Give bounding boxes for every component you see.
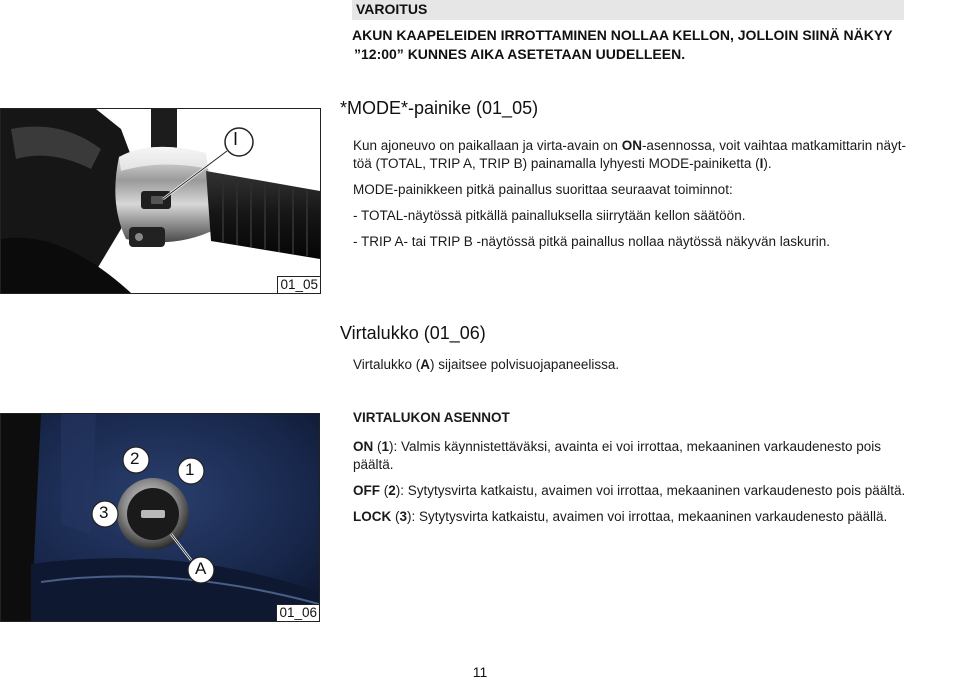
text-run: ) sijaitsee polvisuojapaneelissa. bbox=[430, 357, 620, 372]
lock-label: LOCK bbox=[353, 509, 392, 524]
a-bold: A bbox=[420, 357, 431, 372]
lock-photo-label-a: A bbox=[195, 559, 207, 578]
lock-positions-subtitle: VIRTALUKON ASENNOT bbox=[353, 410, 510, 425]
mode-item-2: - TRIP A- tai TRIP B -näytössä pitkä painallus nollaa näytössä näkyvän laskurin. bbox=[353, 234, 830, 249]
warning-header-bar bbox=[352, 0, 904, 20]
text-run: ): Sytytysvirta katkaistu, avaimen voi irrottaa, mekaaninen varkaudenesto päällä. bbox=[407, 509, 888, 524]
text-run: ). bbox=[763, 156, 772, 171]
text-run: -asennossa, voit vaihtaa matkamittarin näyt- bbox=[641, 138, 907, 153]
mode-section-title: *MODE*-painike (01_05) bbox=[340, 98, 539, 118]
warning-line-1: AKUN KAAPELEIDEN IRROTTAMINEN NOLLAA KELLON, JOLLOIN SIINÄ NÄKYY bbox=[352, 27, 893, 43]
ignition-lock-illustration bbox=[1, 414, 319, 621]
page-number: 11 bbox=[472, 664, 488, 680]
lock-photo-label-3: 3 bbox=[99, 503, 109, 522]
on-number: 1 bbox=[381, 439, 390, 454]
photo-caption-01-05: 01_05 bbox=[277, 276, 320, 293]
text-run: ( bbox=[380, 483, 389, 498]
lock-intro bbox=[353, 356, 619, 374]
mode-paragraph-1 bbox=[353, 137, 953, 173]
on-bold: ON bbox=[621, 138, 642, 153]
on-label: ON bbox=[353, 439, 374, 454]
mode-item-1: - TOTAL-näytössä pitkällä painalluksella siirrytään kellon säätöön. bbox=[353, 208, 746, 223]
ignition-lock-photo bbox=[0, 413, 320, 622]
handlebar-photo bbox=[0, 108, 321, 294]
lock-photo-label-1: 1 bbox=[185, 460, 195, 479]
handlebar-illustration bbox=[1, 109, 320, 293]
lock-lock-description bbox=[353, 508, 887, 526]
mode-paragraph-1-line-1 bbox=[353, 137, 953, 155]
lock-photo-label-2: 2 bbox=[130, 449, 140, 468]
off-number: 2 bbox=[388, 483, 396, 498]
lock-number: 3 bbox=[399, 509, 408, 524]
photo-label-i: I bbox=[233, 129, 239, 149]
mode-paragraph-1-line-2 bbox=[353, 155, 953, 173]
i-bold: I bbox=[759, 156, 764, 171]
lock-off-description bbox=[353, 482, 905, 500]
warning-title: VAROITUS bbox=[356, 1, 428, 17]
lock-on-line-2: päältä. bbox=[353, 457, 394, 472]
lock-on-description bbox=[353, 438, 953, 474]
off-label: OFF bbox=[353, 483, 380, 498]
warning-text bbox=[352, 26, 942, 64]
lock-on-line-1 bbox=[353, 438, 953, 456]
text-run: ( bbox=[373, 439, 382, 454]
warning-line-2: ”12:00” KUNNES AIKA ASETETAAN UUDELLEEN. bbox=[354, 46, 686, 62]
photo-caption-01-06: 01_06 bbox=[276, 604, 319, 621]
text-run: Kun ajoneuvo on paikallaan ja virta-avain on bbox=[353, 138, 622, 153]
mode-paragraph-2: MODE-painikkeen pitkä painallus suorittaa seuraavat toiminnot: bbox=[353, 182, 733, 197]
text-run: ): Sytytysvirta katkaistu, avaimen voi irrottaa, mekaaninen varkaudenesto pois päältä. bbox=[395, 483, 906, 498]
text-run: Virtalukko ( bbox=[353, 357, 421, 372]
text-run: ): Valmis käynnistettäväksi, avainta ei voi irrottaa, mekaaninen varkaudenesto pois bbox=[389, 439, 882, 454]
lock-section-title: Virtalukko (01_06) bbox=[340, 323, 486, 343]
text-run: ( bbox=[391, 509, 400, 524]
text-run: töä (TOTAL, TRIP A, TRIP B) painamalla lyhyesti MODE-painiketta ( bbox=[353, 156, 760, 171]
